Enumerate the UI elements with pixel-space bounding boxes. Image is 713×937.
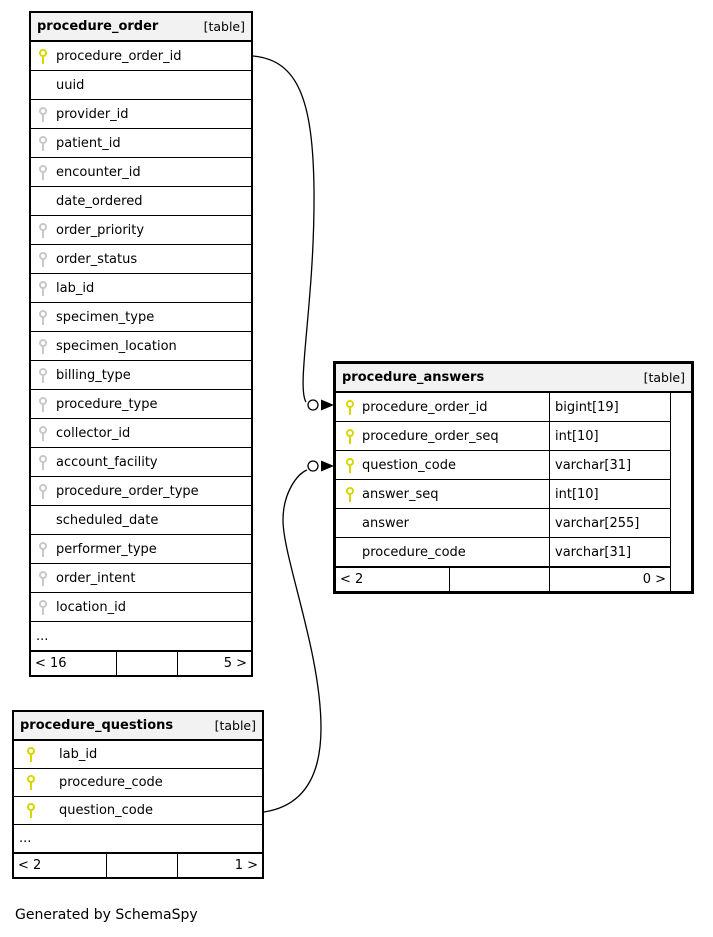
- column-row[interactable]: [31, 303, 251, 332]
- nav-middle: [117, 652, 178, 675]
- foreign-key-icon: [39, 222, 47, 239]
- column-name: billing_type: [56, 367, 131, 383]
- foreign-key-icon: [39, 570, 47, 587]
- column-name: order_intent: [56, 570, 136, 586]
- nav-right: 1 >: [234, 858, 258, 873]
- nav-left: < 16: [31, 652, 117, 675]
- table-header-procedure-answers[interactable]: [336, 364, 691, 393]
- column-row[interactable]: [31, 245, 251, 274]
- foreign-key-icon: [39, 541, 47, 558]
- primary-key-icon: [27, 802, 35, 819]
- column-name: encounter_id: [56, 164, 141, 180]
- primary-key-icon: [346, 399, 354, 416]
- column-type-cell: [550, 400, 670, 415]
- foreign-key-icon: [39, 367, 47, 384]
- primary-key-icon: [27, 746, 35, 763]
- column-row[interactable]: [31, 535, 251, 564]
- hidden-columns-row: [14, 825, 262, 853]
- column-row[interactable]: [336, 393, 670, 422]
- nav-middle: [107, 854, 178, 877]
- column-name: collector_id: [56, 425, 131, 441]
- column-name: uuid: [56, 77, 85, 93]
- column-row[interactable]: [31, 158, 251, 187]
- column-name: procedure_code: [362, 544, 466, 560]
- table-main-columns: [336, 393, 670, 591]
- foreign-key-icon: [39, 599, 47, 616]
- column-name: question_code: [362, 457, 457, 473]
- column-name-cell: [336, 538, 550, 566]
- generated-by-note: Generated by SchemaSpy: [15, 907, 198, 923]
- nav-middle: [450, 568, 550, 591]
- column-type: varchar[255]: [555, 515, 640, 531]
- foreign-key-icon: [39, 454, 47, 471]
- table-procedure-order: [29, 11, 253, 677]
- nav-right: 0 >: [642, 572, 666, 587]
- column-name: specimen_location: [56, 338, 177, 354]
- table-title: procedure_order: [37, 19, 159, 34]
- column-name: order_status: [56, 251, 138, 267]
- table-badge: [table]: [203, 19, 245, 34]
- column-name-cell: [336, 422, 550, 450]
- column-row[interactable]: [31, 593, 251, 622]
- column-row[interactable]: [31, 448, 251, 477]
- column-row[interactable]: [14, 741, 262, 769]
- column-type: int[10]: [555, 428, 599, 444]
- column-row[interactable]: [14, 797, 262, 825]
- column-name: patient_id: [56, 135, 121, 151]
- column-name: order_priority: [56, 222, 145, 238]
- column-name: answer_seq: [362, 486, 439, 502]
- table-title: procedure_answers: [342, 370, 485, 385]
- column-row[interactable]: [31, 477, 251, 506]
- table-title: procedure_questions: [20, 718, 174, 733]
- foreign-key-icon: [39, 135, 47, 152]
- column-name: performer_type: [56, 541, 157, 557]
- ellipsis-label: ...: [36, 628, 49, 644]
- table-procedure-answers: [333, 361, 694, 594]
- column-row[interactable]: [31, 216, 251, 245]
- column-name: procedure_order_type: [56, 483, 199, 499]
- column-name: lab_id: [59, 747, 98, 762]
- column-name-cell: [336, 393, 550, 421]
- column-name: procedure_code: [59, 775, 163, 790]
- column-name: date_ordered: [56, 193, 143, 209]
- foreign-key-icon: [39, 425, 47, 442]
- table-badge: [table]: [214, 718, 256, 733]
- column-row[interactable]: [336, 422, 670, 451]
- column-name: lab_id: [56, 280, 95, 296]
- primary-key-icon: [27, 774, 35, 791]
- foreign-key-icon: [39, 106, 47, 123]
- column-name-cell: [336, 451, 550, 479]
- column-row[interactable]: [31, 390, 251, 419]
- relationship-curve: [264, 470, 321, 812]
- column-row[interactable]: [31, 361, 251, 390]
- column-type-cell: [550, 458, 670, 473]
- column-row[interactable]: [31, 100, 251, 129]
- cardinality-circle-icon: [308, 461, 318, 471]
- relationship-order-to-answers: [253, 56, 334, 411]
- table-footer: [14, 853, 262, 877]
- column-name: provider_id: [56, 106, 129, 122]
- column-name: location_id: [56, 599, 126, 615]
- foreign-key-icon: [39, 338, 47, 355]
- table-footer: [31, 651, 251, 675]
- table-footer: [336, 567, 670, 591]
- column-row[interactable]: [31, 71, 251, 100]
- column-row[interactable]: [31, 506, 251, 535]
- column-name: procedure_order_id: [56, 48, 182, 64]
- column-row[interactable]: [31, 419, 251, 448]
- foreign-key-icon: [39, 309, 47, 326]
- column-name: procedure_order_id: [362, 399, 488, 415]
- column-name: procedure_type: [56, 396, 158, 412]
- table-header-procedure-questions[interactable]: [14, 712, 262, 741]
- column-name: account_facility: [56, 454, 158, 470]
- column-row[interactable]: [31, 129, 251, 158]
- primary-key-icon: [346, 428, 354, 445]
- column-type: int[10]: [555, 486, 599, 502]
- column-row[interactable]: [14, 769, 262, 797]
- table-badge: [table]: [643, 370, 685, 385]
- foreign-key-icon: [39, 251, 47, 268]
- column-type-cell: [550, 516, 670, 531]
- column-type-cell: [550, 429, 670, 444]
- nav-left: < 2: [14, 854, 107, 877]
- column-row[interactable]: [31, 332, 251, 361]
- nav-right: 5 >: [223, 656, 247, 671]
- primary-key-icon: [346, 457, 354, 474]
- foreign-key-icon: [39, 483, 47, 500]
- table-spacer-column: [670, 393, 691, 591]
- column-name: specimen_type: [56, 309, 155, 325]
- column-row[interactable]: [31, 274, 251, 303]
- nav-left: < 2: [336, 568, 450, 591]
- column-type: bigint[19]: [555, 399, 619, 415]
- column-type-cell: [550, 487, 670, 502]
- column-name: procedure_order_seq: [362, 428, 499, 444]
- column-name: question_code: [59, 803, 154, 818]
- primary-key-icon: [346, 486, 354, 503]
- column-type: varchar[31]: [555, 457, 632, 473]
- column-name-cell: [336, 480, 550, 508]
- table-header-procedure-order[interactable]: [31, 13, 251, 42]
- column-row[interactable]: [31, 187, 251, 216]
- column-row[interactable]: [336, 480, 670, 509]
- relationship-questions-to-answers: [264, 461, 334, 813]
- foreign-key-icon: [39, 164, 47, 181]
- table-procedure-questions: [12, 710, 264, 879]
- column-type-cell: [550, 545, 670, 560]
- column-name: answer: [362, 515, 409, 531]
- column-name-cell: [336, 509, 550, 537]
- column-row[interactable]: [31, 42, 251, 71]
- column-row[interactable]: [31, 564, 251, 593]
- column-row[interactable]: [336, 538, 670, 567]
- cardinality-circle-icon: [308, 400, 318, 410]
- ellipsis-label: ...: [19, 831, 32, 846]
- foreign-key-icon: [39, 280, 47, 297]
- column-row[interactable]: [336, 451, 670, 480]
- primary-key-icon: [39, 48, 47, 65]
- foreign-key-icon: [39, 396, 47, 413]
- table-body: [336, 393, 691, 591]
- relationship-curve: [253, 56, 314, 402]
- column-row[interactable]: [336, 509, 670, 538]
- column-name: scheduled_date: [56, 512, 159, 528]
- hidden-columns-row: [31, 622, 251, 651]
- column-type: varchar[31]: [555, 544, 632, 560]
